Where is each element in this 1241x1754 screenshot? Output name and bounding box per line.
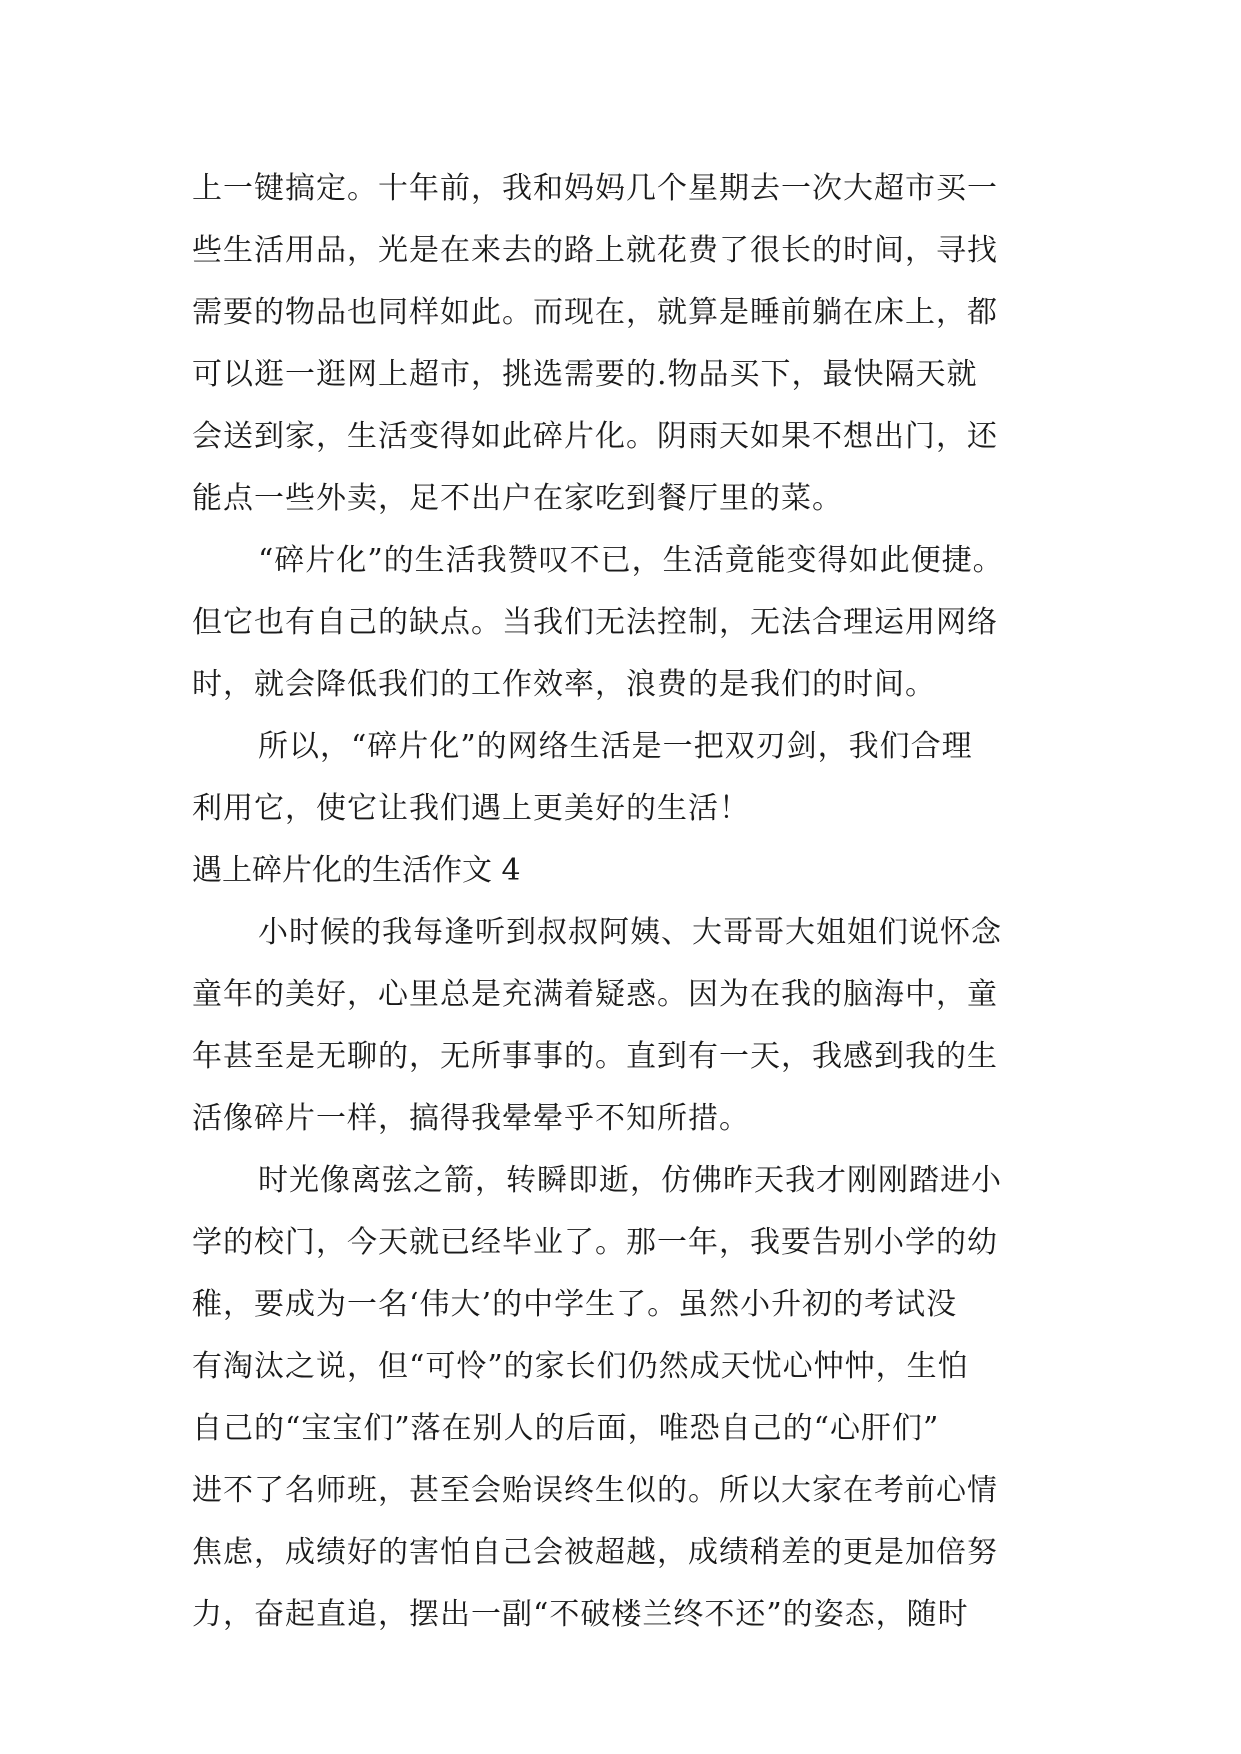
text-line: 上一键搞定。十年前，我和妈妈几个星期去一次大超市买一 xyxy=(192,171,998,206)
text-line: 小时候的我每逢听到叔叔阿姨、大哥哥大姐姐们说怀念 xyxy=(258,915,1002,950)
text-line: 稚，要成为一名‘伟大’的中学生了。虽然小升初的考试没 xyxy=(192,1287,958,1322)
paragraph xyxy=(192,902,1062,1150)
text-line: 活像碎片一样，搞得我晕晕乎不知所措。 xyxy=(192,1101,750,1136)
paragraph xyxy=(192,158,1062,530)
text-line: 自己的“宝宝们”落在别人的后面，唯恐自己的“心肝们” xyxy=(192,1411,940,1446)
paragraph xyxy=(192,716,1062,840)
text-line: 时光像离弦之箭，转瞬即逝，仿佛昨天我才刚刚踏进小 xyxy=(258,1163,1002,1198)
heading-text: 遇上碎片化的生活作文 4 xyxy=(192,853,521,888)
text-line: “碎片化”的生活我赞叹不已，生活竟能变得如此便捷。 xyxy=(258,543,1004,578)
paragraph xyxy=(192,1150,1062,1646)
text-line: 利用它，使它让我们遇上更美好的生活！ xyxy=(192,791,750,826)
document-body xyxy=(192,158,1062,1646)
text-line: 时，就会降低我们的工作效率，浪费的是我们的时间。 xyxy=(192,667,936,702)
text-line: 焦虑，成绩好的害怕自己会被超越，成绩稍差的更是加倍努 xyxy=(192,1535,998,1570)
text-line: 些生活用品，光是在来去的路上就花费了很长的时间，寻找 xyxy=(192,233,998,268)
text-line: 童年的美好，心里总是充满着疑惑。因为在我的脑海中，童 xyxy=(192,977,998,1012)
text-line: 所以，“碎片化”的网络生活是一把双刃剑，我们合理 xyxy=(258,729,973,764)
text-line: 会送到家，生活变得如此碎片化。阴雨天如果不想出门，还 xyxy=(192,419,998,454)
text-line: 需要的物品也同样如此。而现在，就算是睡前躺在床上，都 xyxy=(192,295,998,330)
text-line: 力，奋起直追，摆出一副“不破楼兰终不还”的姿态，随时 xyxy=(192,1597,969,1632)
text-line: 年甚至是无聊的，无所事事的。直到有一天，我感到我的生 xyxy=(192,1039,998,1074)
text-line: 可以逛一逛网上超市，挑选需要的.物品买下，最快隔天就 xyxy=(192,357,978,392)
text-line: 进不了名师班，甚至会贻误终生似的。所以大家在考前心情 xyxy=(192,1473,998,1508)
text-line: 学的校门，今天就已经毕业了。那一年，我要告别小学的幼 xyxy=(192,1225,998,1260)
section-heading xyxy=(192,840,1062,902)
text-line: 有淘汰之说，但“可怜”的家长们仍然成天忧心忡忡，生怕 xyxy=(192,1349,969,1384)
text-line: 但它也有自己的缺点。当我们无法控制，无法合理运用网络 xyxy=(192,605,998,640)
text-line: 能点一些外卖，足不出户在家吃到餐厅里的菜。 xyxy=(192,481,843,516)
paragraph xyxy=(192,530,1062,716)
